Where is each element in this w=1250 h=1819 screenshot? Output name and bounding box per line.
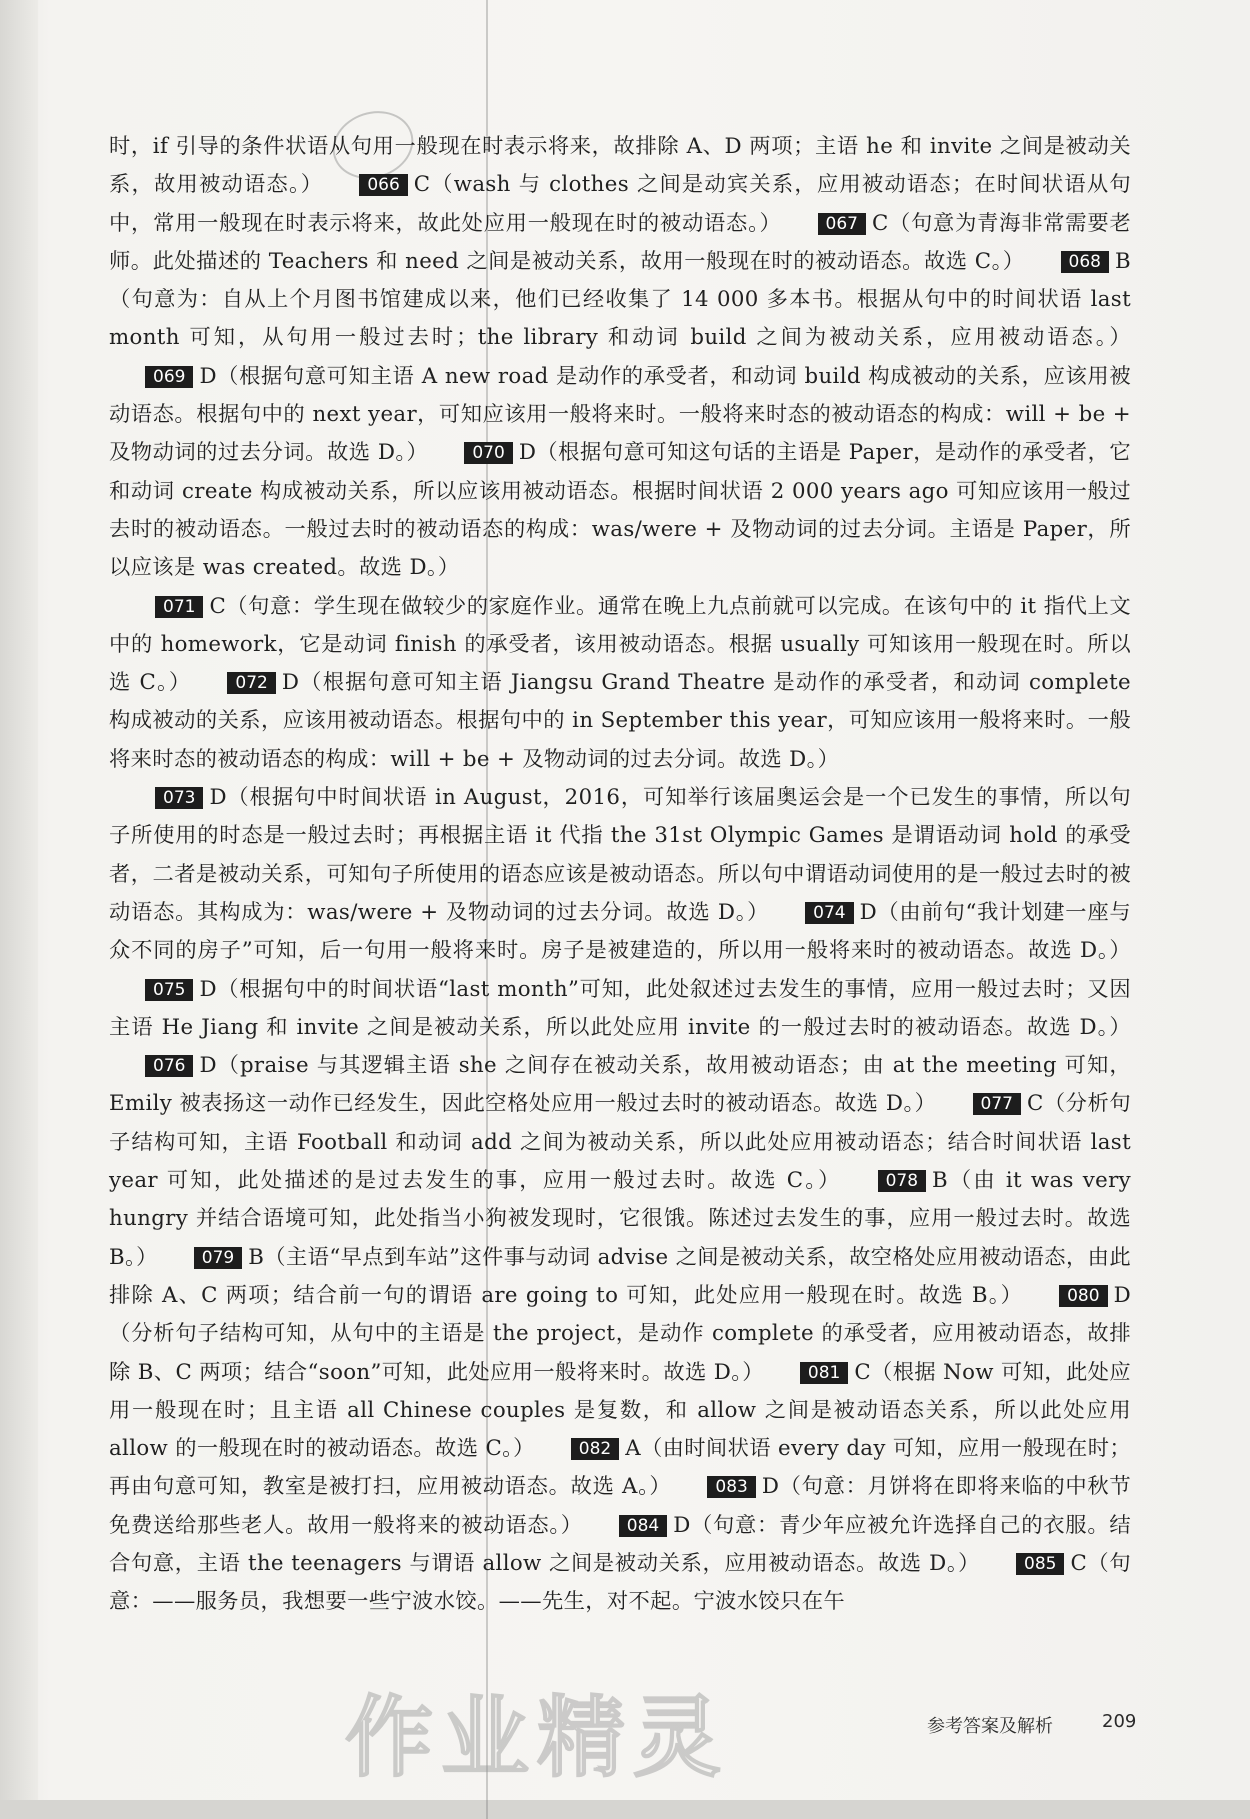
question-number-badge: 074 (805, 902, 853, 924)
answer-explanations (109, 128, 1131, 1622)
answer-text: C（分析句子结构可知，主语 Football 和动词 add 之间为被动关系，所以此处应用被动语态；结合时间状语 last year 可知，此处描述的是过去发生的事，应用一般过去时。故选 C。） (109, 1091, 1132, 1194)
question-number-badge: 079 (194, 1247, 242, 1269)
question-number-badge: 077 (973, 1093, 1021, 1115)
question-number-badge: 066 (359, 174, 407, 196)
question-number-badge: 069 (145, 366, 193, 388)
answer-paragraph (109, 128, 1131, 588)
answer-text: C（句意：——服务员，我想要一些宁波水饺。——先生，对不起。宁波水饺只在午 (109, 1550, 1131, 1615)
question-number-badge: 084 (619, 1515, 667, 1537)
answer-text: B（主语“早点到车站”这件事与动词 advise 之间是被动关系，故空格处应用被动语态，由此排除 A、C 两项；结合前一句的谓语 are going to 可知，此处应用一般现在时。故选 B。） (109, 1244, 1131, 1308)
question-number-badge: 072 (227, 672, 275, 694)
page-number: 209 (1102, 1711, 1137, 1732)
answer-text: C（wash 与 clothes 之间是动宾关系，应用被动语态；在时间状语从句中，常用一般现在时表示将来，故此处应用一般现在时的被动语态。） (109, 172, 1131, 236)
answer-text: C（句意为青海非常需要老师。此处描述的 Teachers 和 need 之间是被动关系，故用一般现在时的被动语态。故选 C。） (109, 210, 1132, 274)
question-number-badge: 073 (155, 787, 203, 809)
question-number-badge: 081 (800, 1362, 848, 1384)
answer-text: D（由前句“我计划建一座与众不同的房子”可知，后一句用一般将来时。房子是被建造的，所以用一般将来时的被动语态。故选 D。） (109, 899, 1132, 964)
question-number-badge: 070 (464, 442, 512, 464)
question-number-badge: 071 (155, 596, 203, 618)
watermark: 作业精灵 (345, 1686, 730, 1789)
answer-text: B（由 it was very hungry 并结合语境可知，此处指当小狗被发现时，它很饿。陈述过去发生的事，应用一般过去时。故选 B。） (109, 1168, 1131, 1270)
question-number-badge: 076 (145, 1055, 193, 1077)
answer-text: 时，if 引导的条件状语从句用一般现在时表示将来，故排除 A、D 两项；主语 he 和 invite 之间是被动关系，故用被动语态。） (109, 134, 1131, 198)
answer-text: D（根据句意可知这句话的主语是 Paper，是动作的承受者，它和动词 create 构成被动关系，所以应该用被动语态。根据时间状语 2 000 years ago 可知应该用一般过去时的被动语态。一般过去时的被动语态的构成：was/were + 及物动词的过去分词。主语是 Paper，所以应该是 was created。故选 D。） (109, 440, 1132, 581)
answer-text: D（句意：月饼将在即将来临的中秋节免费送给那些老人。故用一般将来的被动语态。） (109, 1474, 1132, 1538)
answer-text: A（由时间状语 every day 可知，应用一般现在时；再由句意可知，教室是被打扫，应用被动语态。故选 A。） (109, 1436, 1131, 1500)
page-bottom-edge (0, 1800, 1250, 1819)
answer-text: D（根据句意可知主语 Jiangsu Grand Theatre 是动作的承受者，和动词 complete 构成被动的关系，应该用被动语态。根据句中的 in September this year，可知应该用一般将来时。一般将来时态的被动语态的构成：will + be + 及物动词的过去分词。故选 D。） (109, 670, 1131, 772)
answer-text: D（praise 与其逻辑主语 she 之间存在被动关系，故用被动语态；由 at the meeting 可知，Emily 被表扬这一动作已经发生，因此空格处应用一般过去时的被动语态。故选 D。） (109, 1053, 1131, 1117)
answer-text: D（分析句子结构可知，从句中的主语是 the project，是动作 complete 的承受者，应用被动语态，故排除 B、C 两项；结合“soon”可知，此处应用一般将来时。故选 D。） (109, 1282, 1131, 1385)
question-number-badge: 085 (1016, 1553, 1064, 1575)
answer-text: D（根据句中的时间状语“last month”可知，此处叙述过去发生的事情，应用一般过去时；又因主语 He Jiang 和 invite 之间是被动关系，所以此处应用 invite 的一般过去时的被动语态。故选 D。） (109, 976, 1131, 1040)
question-number-badge: 082 (571, 1438, 619, 1460)
question-number-badge: 067 (818, 213, 866, 235)
question-number-badge: 078 (878, 1170, 926, 1192)
answer-text: C（根据 Now 可知，此处应用一般现在时；且主语 all Chinese couples 是复数，和 allow 之间是被动语态关系，所以此处应用 allow 的一般现在时的被动语态。故选 C。） (109, 1359, 1131, 1462)
answer-paragraph (109, 779, 1131, 1622)
footer-section-label: 参考答案及解析 (927, 1716, 1053, 1737)
answer-text: B（句意为：自从上个月图书馆建成以来，他们已经收集了 14 000 多本书。根据从句中的时间状语 last month 可知，从句用一般过去时；the library 和动词 build 之间为被动关系，应用被动语态。） (109, 248, 1131, 351)
answer-text: D（根据句意可知主语 A new road 是动作的承受者，和动词 build 构成被动的关系，应该用被动语态。根据句中的 next year，可知应该用一般将来时。一般将来时态的被动语态的构成：will + be + 及物动词的过去分词。故选 D。） (109, 363, 1131, 466)
page-edge-shadow (0, 0, 38, 1819)
answer-text: C（句意：学生现在做较少的家庭作业。通常在晚上九点前就可以完成。在该句中的 it 指代上文中的 homework，它是动词 finish 的承受者，该用被动语态。根据 usually 可知该用一般现在时。所以选 C。） (109, 593, 1131, 696)
answer-text: D（句意：青少年应被允许选择自己的衣服。结合句意，主语 the teenagers 与谓语 allow 之间是被动关系，应用被动语态。故选 D。） (109, 1512, 1131, 1576)
question-number-badge: 068 (1061, 251, 1109, 273)
answer-paragraph (109, 588, 1131, 779)
answer-text: D（根据句中时间状语 in August，2016，可知举行该届奥运会是一个已发生的事情，所以句子所使用的时态是一般过去时；再根据主语 it 代指 the 31st Olympic Games 是谓语动词 hold 的承受者，二者是被动关系，可知句子所使用的语态应该是被动语态。所以句中谓语动词使用的是一般过去时的被动语态。其构成为：was/were + 及物动词的过去分词。故选 D。） (109, 785, 1131, 925)
question-number-badge: 080 (1059, 1285, 1107, 1307)
question-number-badge: 083 (707, 1476, 755, 1498)
question-number-badge: 075 (145, 979, 193, 1001)
